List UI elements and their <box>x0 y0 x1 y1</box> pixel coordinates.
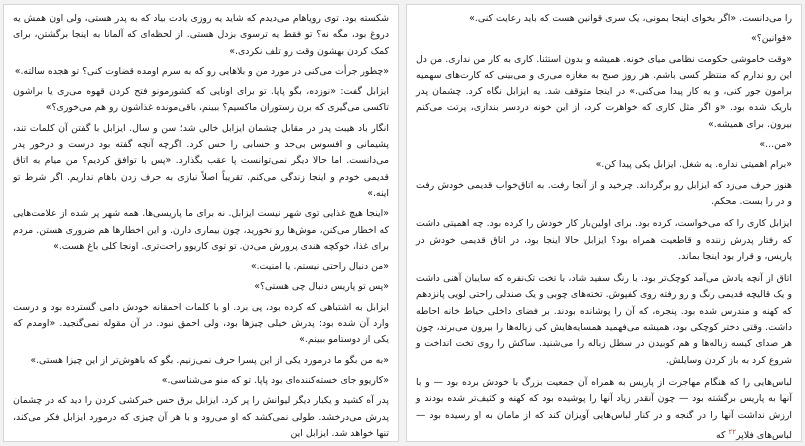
paragraph: «قوانین؟» <box>751 33 792 45</box>
paragraph: اتاق از آنچه یادش می‌آمد کوچک‌تر بود. با رنگ سفید شاد، با تخت تک‌نفره که سایبان آهنی داشت و یک قالیچه قدیمی رنگ و رو رفته روی کفپوش. تخته‌های چوبی و یک صندلی راحتی لویی پانزدهم که کهنه و مندرس شده بود. پنجره، که آن را پوشانده بودند. بر فضای داخلی حیاط خانه احاطه داشت. وقتی دختر کوچکی بود، همیشه می‌فهمید همسایه‌هایش کی زباله‌ها را بیرون می‌برند، چون هر صدای کیسه زباله‌ها و هم کوبیدن در سطل زباله را می‌شنید. ساکش را روی تخت انداخت و شروع کرد به باز کردن وسایلش. <box>416 273 792 366</box>
footnote-marker: ۲۲ <box>728 427 737 436</box>
paragraph: پدر آه کشید و یکبار دیگر لیوانش را پر کرد. ایزابل برق حس خبرکشی کردن را دید که در چشمان پدرش می‌درخشد. طولی نمی‌کشد که او می‌رود و با هر آن چیزی که درمورد ایزابل فکر می‌کند، تنها خواهد شد. ایزابل این <box>13 395 389 439</box>
paragraph-tail: که <box>716 429 726 441</box>
paragraph: «من دنبال راحتی نیستم. یا امنیت.» <box>250 261 389 273</box>
paragraph: شکسته بود. توی رویاهام می‌دیدم که شاید یه روزی یادت بیاد که به پدر هستی، ولی اون همش یه دروغ بود، مگه نه؟ تو فقط یه ترسوی بزدل هستی. از لحظه‌ای که آلمانا به اینجا برگشتن، برای کمک کردن بهشون وقت رو تلف نکردی.» <box>13 13 389 57</box>
paragraph: «به من بگو ما درمورد یکی از این پسرا حرف نمی‌زنیم. بگو که باهوش‌تر از این چیزا هستی.» <box>30 354 389 366</box>
paragraph: «برام اهمیتی نداره. یه شغل. ایزابل یکی پیدا کن.» <box>595 159 792 171</box>
paragraph: «کاریوو جای خسته‌کننده‌ای بود پاپا. تو که منو می‌شناسی.» <box>161 374 389 386</box>
paragraph: «وقت خاموشی حکومت نظامی میای خونه. همیشه و بدون استثنا. کاری به کار من نداری. من دل این رو ندارم که منتظر کسی باشم. هر روز صبح به مغازه می‌ری و می‌بینی که کارت‌های سهمیه برامون جور کنی، و یه کار پیدا می‌کنی.» در اینجا متوقف شد. یه ایزابل نگاه کرد. چشمان پدر باریک شده بود. «و اگر مثل کاری که خواهرت کرد، از این خونه دردسر بندازی، پرتت می‌کنم بیرون. برای همیشه.» <box>416 53 792 130</box>
paragraph: هنوز حرف می‌زد که ایزابل رو برگرداند. چرخید و از آنجا رفت. به اتاق‌خواب قدیمی خودش رفت و در را بست. محکم. <box>416 179 792 207</box>
paragraph <box>416 375 792 442</box>
paragraph: «پس تو پاریس دنبال چی هستی؟» <box>254 281 389 293</box>
paragraph: «چطور جرأت می‌کنی در مورد من و بلاهایی رو که به سرم اومده قضاوت کنی؟ تو هجده سالته.» <box>14 65 389 77</box>
paragraph: «من...» <box>759 139 792 151</box>
paragraph: «اینجا هیچ غذایی توی شهر نیست ایزابل. نه برای ما پاریسی‌ها. همه شهر پر شده از علامت‌هایی که اخطار می‌کنن، موش‌ها رو نخورید، چون بیماری دارن. و این اخطارها هم ضروری هستن. مردم برای غذا، خوکچه هندی پرورش می‌دن. تو توی کاریوو راحت‌تری. اونجا کلی باغ هست.» <box>13 208 389 252</box>
paragraph-text: لباس‌هایی را که هنگام مهاجرت از پاریس به همراه آن جمعیت بزرگ با خودش برده بود — و با آنها به پاریس برگشته بود — چون آنقدر زیاد آنها را پوشیده بود که کهنه و کثیف‌تر شده بودند و ارزش نداشت آنها را در گنجه و در کنار لباس‌هایی آویزان کند که از مامان به او رسیده بود — لباس‌های فلاپر <box>416 376 792 441</box>
paragraph: انگار باد هیبت پدر در مقابل چشمان ایزابل خالی شد؛ سن و سال. ایزابل با گفتن آن کلمات تند، پشیمانی و افسوس بی‌حد و حسابی را حس کرد. اگرچه آنچه گفته بود درست و درخور پدر می‌دانست. اما حالا دیگر نمی‌توانست پا عقب بگذارد. «پس با توافق کردیم؟ من میام به اتاق قدیمی خودم و اینجا زندگی می‌کنم. تقریباً اصلاً نیازی به حرف زدن باهام نداریم. اگر شرط تو اینه.» <box>13 122 389 199</box>
paragraph: ایزابل گفت: «نوزده، بگو پاپا. تو برای اونایی که کشورمونو فتح کردن قهوه می‌ری یا براشون تاکسی می‌گیری که برن رستوران ماکسیم؟ ببینم، باقی‌مونده غذاشون رو هم می‌خوری؟» <box>13 86 389 114</box>
paragraph: ایزابل کاری را که می‌خواست، کرده بود. برای اولین‌بار کار خودش را کرده بود. چه اهمیتی داشت که رفتار پدرش زننده و قاطعیت همراه بود؟ ایزابل حالا اینجا بود، در اتاق قدیمی خودش در پاریس، و قرار بود اینجا بماند. <box>416 218 792 262</box>
right-page <box>406 4 802 442</box>
paragraph: را می‌دانست. «اگر بخوای اینجا بمونی، یک سری قوانین هست که باید رعایت کنی.» <box>469 13 792 24</box>
paragraph: ایزابل به اشتباهی که کرده بود، پی برد. او با کلمات احمقانه خودش دامی گسترده بود و درست وارد آن شده بود: پدرش خیلی چیزها بود، ولی احمق نبود. در آن مقوله نمی‌گنجید. «اومدم که یکی از دوستامو ببینم.» <box>13 301 389 346</box>
left-page <box>3 4 399 442</box>
